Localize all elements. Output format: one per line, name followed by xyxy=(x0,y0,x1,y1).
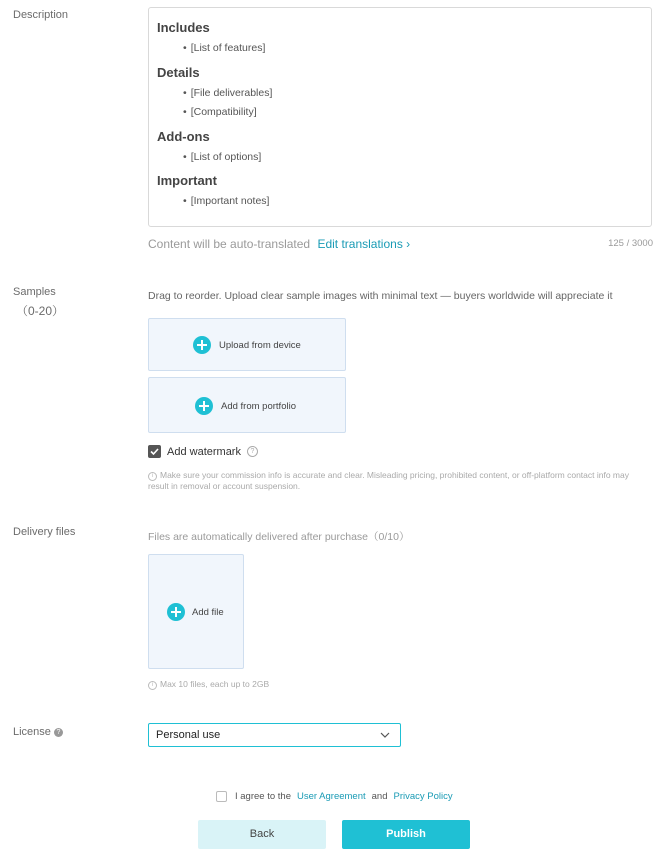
agreement-row xyxy=(216,791,453,802)
section-heading: Add-ons xyxy=(157,129,210,144)
delivery-hint: Files are automatically delivered after purchase（0/10） xyxy=(148,531,410,543)
plus-circle-icon xyxy=(193,336,211,354)
watermark-label: Add watermark xyxy=(167,445,241,458)
edit-translations-link[interactable]: Edit translations › xyxy=(317,237,411,251)
watermark-checkbox[interactable] xyxy=(148,445,161,458)
add-from-portfolio-label: Add from portfolio xyxy=(221,400,296,412)
plus-circle-icon xyxy=(167,603,185,621)
add-file-label: Add file xyxy=(192,606,224,618)
watermark-row xyxy=(148,445,258,458)
license-selected-value: Personal use xyxy=(156,729,221,741)
list-item: • [List of options] xyxy=(183,151,262,163)
auto-translate-row xyxy=(148,237,410,251)
help-icon[interactable]: ? xyxy=(247,446,258,457)
list-item: • [Compatibility] xyxy=(183,106,257,118)
samples-hint: Drag to reorder. Upload clear sample images with minimal text — buyers worldwide will appreciate it xyxy=(148,290,613,302)
user-agreement-link[interactable]: User Agreement xyxy=(296,791,366,802)
list-item: • [Important notes] xyxy=(183,195,270,207)
info-icon: i xyxy=(148,681,157,690)
check-icon xyxy=(148,445,161,458)
chevron-right-icon: › xyxy=(406,237,411,251)
add-from-portfolio-button[interactable] xyxy=(148,377,346,433)
agreement-and: and xyxy=(371,791,388,802)
samples-notice: i Make sure your commission info is accurate and clear. Misleading pricing, prohibited content, or off-platform contact info may result in removal or account suspension. xyxy=(148,470,629,491)
license-label: License ? xyxy=(13,726,63,738)
help-icon[interactable]: ? xyxy=(54,728,63,737)
char-count: 125 / 3000 xyxy=(608,238,653,249)
back-button[interactable]: Back xyxy=(198,820,326,849)
plus-circle-icon xyxy=(195,397,213,415)
agreement-prefix: I agree to the xyxy=(235,791,291,802)
auto-translate-text: Content will be auto-translated xyxy=(148,237,311,251)
delivery-count: （0/10） xyxy=(368,531,410,543)
agreement-checkbox[interactable] xyxy=(216,791,227,802)
upload-from-device-label: Upload from device xyxy=(219,339,301,351)
info-icon: i xyxy=(148,472,157,481)
list-item: • [File deliverables] xyxy=(183,87,273,99)
section-heading: Important xyxy=(157,173,217,188)
list-item: • [List of features] xyxy=(183,42,266,54)
upload-from-device-button[interactable] xyxy=(148,318,346,371)
description-label: Description xyxy=(13,9,69,21)
samples-label: Samples xyxy=(13,286,56,298)
samples-range: （0-20） xyxy=(16,304,65,318)
delivery-limit: i Max 10 files, each up to 2GB xyxy=(148,679,269,690)
add-file-button[interactable] xyxy=(148,554,244,669)
chevron-down-icon xyxy=(380,732,390,738)
description-editor[interactable] xyxy=(148,7,652,227)
privacy-policy-link[interactable]: Privacy Policy xyxy=(393,791,453,802)
license-select[interactable] xyxy=(148,723,401,747)
section-heading: Includes xyxy=(157,20,210,35)
delivery-label: Delivery files xyxy=(13,526,76,538)
publish-button[interactable]: Publish xyxy=(342,820,470,849)
section-heading: Details xyxy=(157,65,200,80)
